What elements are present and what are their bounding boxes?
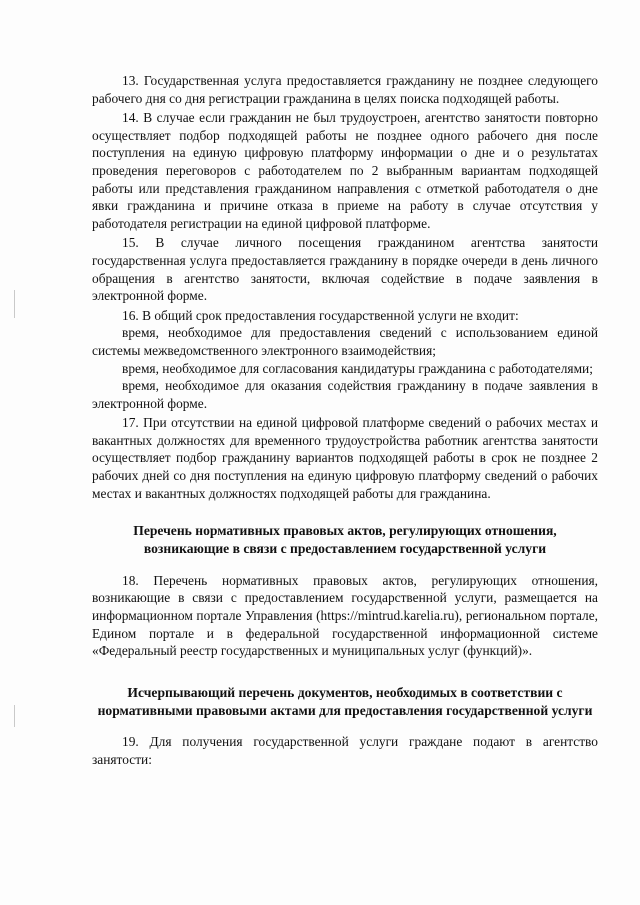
scan-margin-mark	[14, 290, 15, 318]
paragraph-16: 16. В общий срок предоставления государственной услуги не входит:	[122, 307, 519, 323]
paragraph-17: 17. При отсутствии на единой цифровой платформе сведений о рабочих местах и вакантных должностях для временного трудоустройства работник агентства занятости осуществляет подбор гражданину вариантов подходящей работы в срок не позднее 2 рабочих дней со дня поступления на единую цифровую платформу сведений о рабочих местах и вакантных должностях подходящей работы для гражданина.	[92, 415, 598, 501]
scan-margin-mark	[14, 705, 15, 727]
document-body	[92, 72, 598, 769]
paragraph-13: 13. Государственная услуга предоставляется гражданину не позднее следующего рабочего дня со дня регистрации гражданина в целях поиска подходящей работы.	[92, 73, 598, 106]
section-heading-documents: Исчерпывающий перечень документов, необходимых в соответствии с нормативными правовыми актами для предоставления государственной услуги	[97, 684, 593, 718]
paragraph-14: 14. В случае если гражданин не был трудоустроен, агентство занятости повторно осуществляет подбор подходящей работы не позднее одного рабочего дня после поступления на единую цифровую платформу информации о дне и о результатах проведения переговоров с работодателем по 2 выбранным вариантам подходящей работы или представления гражданином направления с отметкой работодателя о дне явки гражданина и причине отказа в приеме на работу в случае отсутствия у работодателя регистрации на единой цифровой платформе.	[92, 110, 598, 231]
paragraph-16-item-2: время, необходимое для согласования кандидатуры гражданина с работодателями;	[122, 360, 593, 376]
paragraph-16-item-1: время, необходимое для предоставления сведений с использованием единой системы межведомственного электронного взаимодействия;	[92, 325, 598, 358]
paragraph-19: 19. Для получения государственной услуги граждане подают в агентство занятости:	[92, 734, 598, 767]
section-heading-legal-acts: Перечень нормативных правовых актов, регулирующих отношения, возникающие в связи с предоставлением государственной услуги	[133, 523, 557, 557]
paragraph-15: 15. В случае личного посещения гражданином агентства занятости государственная услуга предоставляется гражданину в порядке очереди в день личного обращения в агентство занятости, включая содействие в подаче заявления в электронной форме.	[92, 235, 598, 304]
paragraph-18: 18. Перечень нормативных правовых актов, регулирующих отношения, возникающие в связи с предоставлением государственной услуги, размещается на информационном портале Управления (https://mintrud.karelia.ru), региональном портале, Едином портале и в федеральной государственной информационной системе «Федеральный реестр государственных и муниципальных услуг (функций)».	[92, 572, 598, 659]
paragraph-16-item-3: время, необходимое для оказания содействия гражданину в подаче заявления в электронной форме.	[92, 378, 598, 411]
